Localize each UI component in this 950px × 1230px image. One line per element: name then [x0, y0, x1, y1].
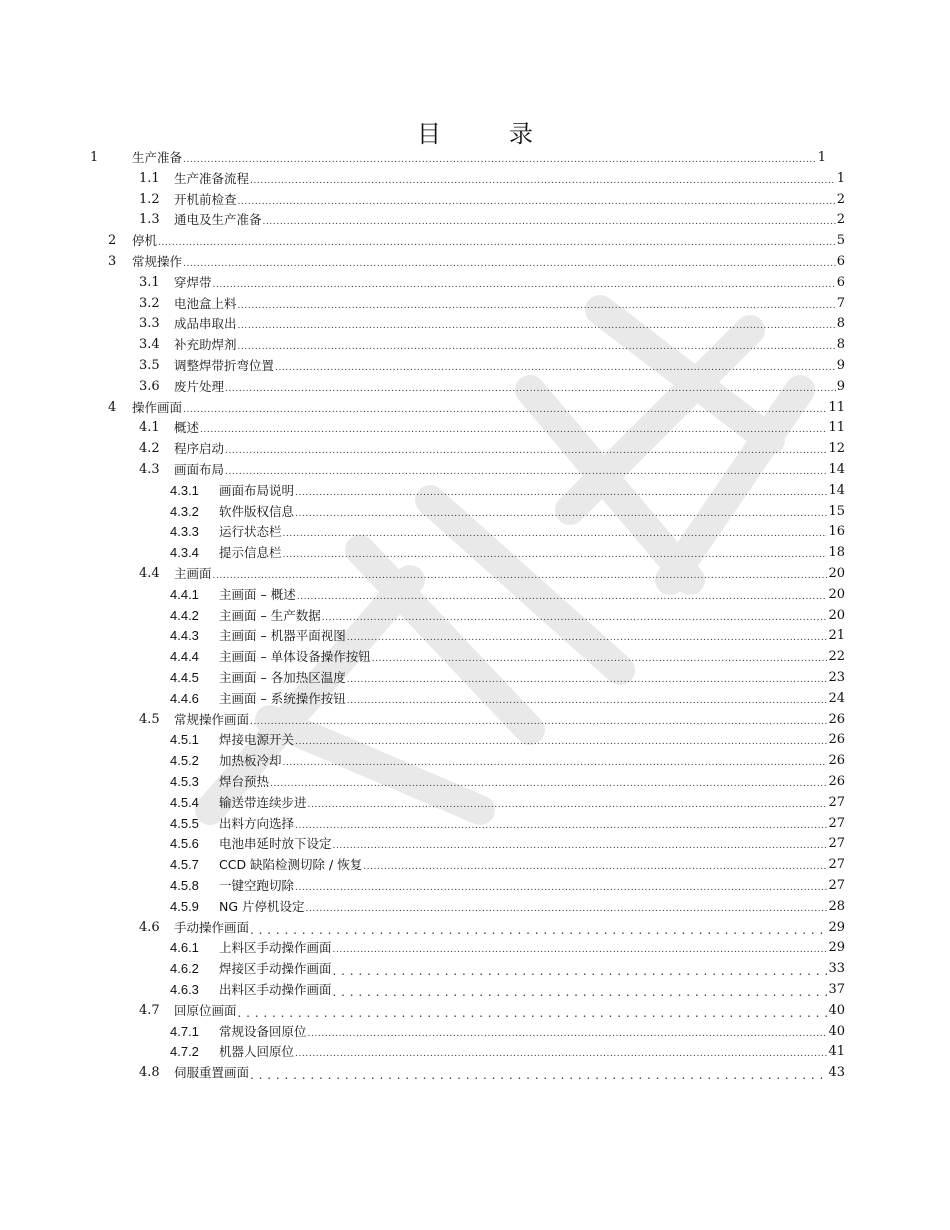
toc-dot-leader — [295, 502, 827, 522]
toc-entry-page: 1 — [817, 150, 826, 165]
toc-dot-leader — [347, 689, 828, 709]
toc-dot-leader — [283, 522, 828, 542]
toc-entry[interactable] — [170, 793, 845, 813]
toc-entry-title: 加热板冷却 — [219, 753, 282, 769]
toc-entry[interactable] — [108, 252, 845, 272]
toc-entry-title: 主画面 – 系统操作按钮 — [219, 690, 346, 706]
toc-entry-number: 4.7.2 — [170, 1044, 199, 1060]
toc-dot-leader — [295, 730, 827, 750]
toc-entry-number: 4.5.8 — [170, 878, 199, 893]
toc-entry-page: 28 — [828, 898, 845, 914]
toc-entry-title: 主画面 – 各加热区温度 — [219, 670, 346, 685]
toc-entry-title: 运行状态栏 — [219, 524, 282, 540]
toc-entry-number: 3.4 — [139, 337, 160, 353]
toc-entry-number: 3.6 — [139, 378, 160, 394]
toc-entry-page: 18 — [828, 545, 845, 561]
toc-entry-number: 4.1 — [139, 420, 160, 436]
toc-entry-page: 5 — [836, 233, 845, 249]
toc-entry-number: 1.2 — [139, 191, 160, 207]
toc-entry-title: 输送带连续步进 — [219, 794, 307, 810]
toc-entry-page: 20 — [828, 566, 845, 581]
toc-entry[interactable] — [170, 876, 845, 896]
toc-entry-page: 26 — [828, 774, 845, 789]
toc-dot-leader — [250, 1063, 827, 1083]
toc-entry-title: 主画面 – 概述 — [219, 586, 296, 602]
toc-entry[interactable] — [170, 543, 845, 563]
toc-entry[interactable] — [170, 834, 845, 854]
toc-entry-number: 4.7.1 — [170, 1023, 199, 1039]
toc-entry-page: 43 — [828, 1065, 845, 1081]
toc-entry[interactable] — [139, 314, 845, 334]
toc-entry[interactable] — [170, 751, 845, 771]
toc-dot-leader — [183, 398, 827, 418]
toc-entry-page: 9 — [836, 378, 845, 394]
toc-entry[interactable] — [170, 689, 845, 709]
toc-entry-number: 4.7 — [139, 1002, 160, 1018]
toc-dot-leader — [295, 814, 827, 834]
toc-entry-title: 出料区手动操作画面 — [219, 982, 332, 997]
toc-entry-number: 3 — [108, 254, 117, 269]
toc-entry[interactable] — [170, 668, 845, 688]
toc-entry[interactable] — [170, 938, 845, 958]
toc-entry-page: 16 — [828, 524, 845, 540]
toc-dot-leader — [283, 751, 828, 771]
toc-entry-title: 成品串取出 — [174, 316, 237, 332]
toc-entry-page: 27 — [828, 794, 845, 810]
toc-dot-leader — [372, 647, 828, 667]
toc-entry-page: 11 — [828, 420, 845, 436]
toc-entry-number: 1 — [90, 150, 99, 165]
toc-entry-number: 4.5.2 — [170, 753, 199, 769]
toc-entry[interactable] — [139, 335, 845, 355]
toc-entry-number: 4.3.3 — [170, 524, 199, 540]
toc-entry-page: 1 — [836, 170, 845, 186]
toc-entry-title: 通电及生产准备 — [174, 212, 262, 228]
toc-dot-leader — [295, 1042, 827, 1062]
toc-dot-leader — [275, 356, 836, 376]
toc-entry[interactable] — [170, 647, 845, 667]
toc-entry[interactable] — [170, 1042, 845, 1062]
toc-title: 目 录 — [417, 120, 555, 148]
toc-entry-page: 2 — [836, 212, 845, 228]
toc-entry-title: 电池盒上料 — [174, 295, 237, 311]
toc-entry-number: 4.4 — [139, 566, 160, 581]
toc-entry-page: 37 — [828, 982, 845, 997]
toc-entry[interactable] — [90, 148, 826, 168]
toc-entry-title: 主画面 – 单体设备操作按钮 — [219, 649, 371, 665]
toc-entry-title: 伺服重置画面 — [174, 1065, 250, 1081]
toc-entry-number: 4.3 — [139, 462, 160, 477]
toc-entry-title: 主画面 — [174, 566, 212, 581]
toc-entry-title: 操作画面 — [132, 399, 183, 415]
toc-entry-number: 3.1 — [139, 274, 160, 290]
toc-entry-page: 14 — [828, 482, 845, 498]
toc-entry-number: 4.4.6 — [170, 690, 199, 706]
toc-entry-number: 3.3 — [139, 316, 160, 332]
toc-entry-page: 29 — [828, 940, 845, 956]
toc-entry-page: 9 — [836, 358, 845, 373]
toc-entry-number: 4.3.1 — [170, 482, 199, 498]
toc-entry-number: 1.3 — [139, 212, 160, 228]
toc-dot-leader — [270, 772, 827, 792]
toc-dot-leader — [308, 1022, 828, 1042]
toc-dot-leader — [297, 585, 828, 605]
toc-dot-leader — [295, 481, 827, 501]
toc-entry-title: 一键空跑切除 — [219, 878, 295, 893]
toc-entry-title: 废片处理 — [174, 378, 225, 394]
toc-dot-leader — [308, 793, 828, 813]
toc-entry-page: 27 — [828, 857, 845, 873]
toc-entry-page: 2 — [836, 191, 845, 207]
toc-entry-page: 7 — [836, 295, 845, 311]
toc-entry-page: 11 — [828, 399, 845, 415]
toc-entry-title: 焊接区手动操作画面 — [219, 961, 332, 977]
toc-entry-number: 1.1 — [139, 170, 160, 186]
toc-entry-title: CCD 缺陷检测切除 / 恢复 — [219, 857, 363, 873]
toc-entry-title: 焊接电源开关 — [219, 732, 295, 748]
toc-entry[interactable] — [139, 918, 845, 938]
toc-dot-leader — [238, 294, 836, 314]
toc-entry-title: 常规操作画面 — [174, 711, 250, 727]
toc-entry-title: 主画面 – 机器平面视图 — [219, 628, 346, 644]
toc-entry-title: 焊台预热 — [219, 774, 270, 789]
toc-entry[interactable] — [170, 814, 845, 834]
toc-entry-number: 4.5.7 — [170, 857, 199, 873]
toc-entry-number: 4.4.2 — [170, 607, 199, 623]
toc-entry-page: 26 — [828, 732, 845, 748]
toc-dot-leader — [238, 1001, 828, 1021]
toc-entry[interactable] — [139, 460, 845, 480]
toc-entry[interactable] — [170, 855, 845, 875]
toc-entry[interactable] — [170, 585, 845, 605]
toc-entry-title: 电池串延时放下设定 — [219, 836, 332, 852]
toc-entry-title: 停机 — [132, 233, 158, 249]
toc-entry[interactable] — [170, 1022, 845, 1042]
toc-entry-page: 26 — [828, 711, 845, 727]
toc-entry-page: 41 — [828, 1044, 845, 1060]
toc-dot-leader — [213, 564, 828, 584]
toc-entry-page: 14 — [828, 462, 845, 477]
toc-entry-page: 27 — [828, 878, 845, 893]
toc-dot-leader — [225, 377, 836, 397]
toc-dot-leader — [238, 190, 836, 210]
toc-dot-leader — [295, 876, 827, 896]
toc-entry-number: 4.5.9 — [170, 898, 199, 914]
toc-entry-title: 程序启动 — [174, 441, 225, 457]
toc-entry-title: 开机前检查 — [174, 191, 237, 207]
toc-entry-title: 画面布局 — [174, 462, 225, 477]
toc-entry-number: 4.4.3 — [170, 628, 199, 644]
toc-entry[interactable] — [170, 626, 845, 646]
toc-entry[interactable] — [108, 231, 845, 251]
toc-entry-number: 4.6.1 — [170, 940, 199, 956]
toc-entry-title: 常规操作 — [132, 254, 183, 269]
toc-entry[interactable] — [139, 377, 845, 397]
toc-entry[interactable] — [170, 897, 845, 917]
toc-dot-leader — [225, 460, 827, 480]
toc-entry-number: 4.5 — [139, 711, 160, 727]
toc-entry[interactable] — [139, 190, 845, 210]
toc-entry-number: 4.6.2 — [170, 961, 199, 977]
toc-entry-number: 4.8 — [139, 1065, 160, 1081]
toc-entry-page: 6 — [836, 274, 845, 290]
toc-entry-title: 补充助焊剂 — [174, 337, 237, 353]
toc-entry-number: 4.4.5 — [170, 670, 199, 685]
toc-entry[interactable] — [139, 439, 845, 459]
toc-dot-leader — [363, 855, 827, 875]
toc-entry[interactable] — [139, 710, 845, 730]
toc-entry[interactable] — [139, 1001, 845, 1021]
toc-dot-leader — [250, 710, 827, 730]
toc-dot-leader — [213, 273, 836, 293]
toc-entry-title: 概述 — [174, 420, 200, 436]
toc-dot-leader — [263, 210, 836, 230]
toc-dot-leader — [283, 543, 828, 563]
toc-dot-leader — [333, 938, 828, 958]
toc-entry[interactable] — [170, 606, 845, 626]
toc-entry-page: 40 — [828, 1002, 845, 1018]
toc-dot-leader — [250, 169, 836, 189]
toc-entry-page: 29 — [828, 919, 845, 935]
toc-entry[interactable] — [139, 356, 845, 376]
toc-entry-title: 生产准备流程 — [174, 170, 250, 186]
toc-entry-number: 4.3.2 — [170, 503, 199, 519]
toc-entry-title: 提示信息栏 — [219, 545, 282, 561]
toc-entry-number: 4.5.1 — [170, 732, 199, 748]
toc-entry-title: 回原位画面 — [174, 1002, 237, 1018]
toc-entry[interactable] — [170, 481, 845, 501]
toc-entry-page: 20 — [828, 607, 845, 623]
toc-entry-page: 8 — [836, 337, 845, 353]
toc-entry-title: 画面布局说明 — [219, 482, 295, 498]
toc-entry-title: 手动操作画面 — [174, 919, 250, 935]
toc-dot-leader — [333, 959, 828, 979]
toc-dot-leader — [238, 314, 836, 334]
toc-entry[interactable] — [139, 418, 845, 438]
toc-entry[interactable] — [170, 730, 845, 750]
toc-entry-title: 软件版权信息 — [219, 503, 295, 519]
toc-entry-number: 4.5.4 — [170, 794, 199, 810]
toc-entry-number: 4.4.4 — [170, 649, 199, 665]
toc-entry-title: 出料方向选择 — [219, 815, 295, 831]
toc-entry[interactable] — [108, 398, 845, 418]
toc-entry-page: 33 — [828, 961, 845, 977]
toc-dot-leader — [333, 980, 828, 1000]
toc-entry-title: 调整焊带折弯位置 — [174, 358, 275, 373]
toc-entry[interactable] — [139, 273, 845, 293]
toc-entry[interactable] — [170, 772, 845, 792]
toc-entry-title: 穿焊带 — [174, 274, 212, 290]
toc-entry-page: 6 — [836, 254, 845, 269]
toc-dot-leader — [183, 148, 817, 168]
toc-entry[interactable] — [170, 959, 845, 979]
toc-entry-title: 上料区手动操作画面 — [219, 940, 332, 956]
toc-entry-page: 27 — [828, 836, 845, 852]
toc-entry-page: 21 — [828, 628, 845, 644]
toc-dot-leader — [238, 335, 836, 355]
toc-entry[interactable] — [170, 980, 845, 1000]
toc-entry-number: 4.6 — [139, 919, 160, 935]
toc-entry-number: 4.6.3 — [170, 982, 199, 997]
toc-entry-number: 3.2 — [139, 295, 160, 311]
toc-entry-number: 4.2 — [139, 441, 160, 457]
toc-entry-number: 4.4.1 — [170, 586, 199, 602]
toc-entry[interactable] — [170, 522, 845, 542]
toc-entry-number: 3.5 — [139, 358, 160, 373]
toc-entry[interactable] — [139, 294, 845, 314]
toc-dot-leader — [347, 668, 828, 688]
toc-entry-number: 4.5.5 — [170, 815, 199, 831]
toc-dot-leader — [347, 626, 828, 646]
toc-entry-page: 8 — [836, 316, 845, 332]
toc-entry-page: 40 — [828, 1023, 845, 1039]
toc-entry-page: 15 — [828, 503, 845, 519]
toc-entry-page: 22 — [828, 649, 845, 665]
toc-entry-number: 4.5.3 — [170, 774, 199, 789]
toc-entry[interactable] — [139, 1063, 845, 1083]
toc-entry-number: 4.3.4 — [170, 545, 199, 561]
toc-dot-leader — [250, 918, 827, 938]
toc-dot-leader — [322, 606, 828, 626]
toc-dot-leader — [183, 252, 836, 272]
toc-entry-page: 23 — [828, 670, 845, 685]
toc-entry[interactable] — [139, 564, 845, 584]
toc-entry-title: 机器人回原位 — [219, 1044, 295, 1060]
toc-entry-title: 主画面 – 生产数据 — [219, 607, 321, 623]
toc-entry-title: 常规设备回原位 — [219, 1023, 307, 1039]
toc-entry[interactable] — [139, 210, 845, 230]
toc-entry-page: 27 — [828, 815, 845, 831]
toc-entry-number: 2 — [108, 233, 117, 249]
toc-entry-page: 12 — [828, 441, 845, 457]
toc-entry-number: 4 — [108, 399, 117, 415]
toc-dot-leader — [200, 418, 827, 438]
toc-entry-title: 生产准备 — [132, 150, 183, 165]
toc-entry-title: NG 片停机设定 — [219, 898, 305, 914]
toc-entry-number: 4.5.6 — [170, 836, 199, 852]
toc-entry[interactable] — [170, 502, 845, 522]
toc-entry-page: 24 — [828, 690, 845, 706]
toc-entry[interactable] — [139, 169, 845, 189]
toc-dot-leader — [333, 834, 828, 854]
toc-entry-page: 26 — [828, 753, 845, 769]
toc-dot-leader — [306, 897, 828, 917]
toc-dot-leader — [158, 231, 836, 251]
toc-entry-page: 20 — [828, 586, 845, 602]
toc-dot-leader — [225, 439, 827, 459]
